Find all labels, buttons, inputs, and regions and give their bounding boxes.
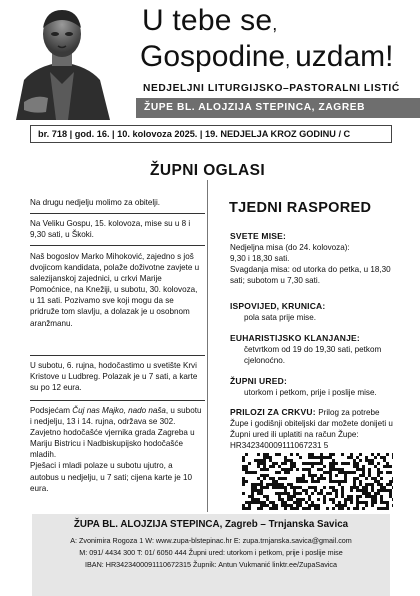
masthead-subtitle: NEDJELJNI LITURGIJSKO–PASTORALNI LISTIĆ <box>143 83 400 94</box>
footer-phone-line: M: 091/ 4434 300 T: 01/ 6050 444 Župni ured: utorkom i petkom, prije i poslije mise <box>79 548 343 557</box>
schedule-confession: ISPOVIJED, KRUNICA: pola sata prije mise. <box>230 301 326 323</box>
footer-address-line: A: Zvonimira Rogoza 1 W: www.zupa-blstepinac.hr E: zupa.trnjanska.savica@gmail.com <box>70 536 352 545</box>
announcement-item: U subotu, 6. rujna, hodočastimo u svetište Krvi Kristove u Ludbreg. Polazak je u 7 sati, a karte su po 12 eura. <box>30 361 198 393</box>
footer-iban-line: IBAN: HR3423400091110672315 Župnik: Antun Vukmanić linktr.ee/ZupaSavica <box>85 560 337 569</box>
masthead-title-line-1: U tebe se, <box>142 4 278 37</box>
announcement-item: Na drugu nedjelju molimo za obitelji. <box>30 198 161 207</box>
footer-parish-title: ŽUPA BL. ALOJZIJA STEPINCA, Zagreb – Trnjanska Savica <box>73 519 349 530</box>
announcements-heading: ŽUPNI OGLASI <box>150 162 266 179</box>
masthead-title-line-2: Gospodine, uzdam! <box>140 40 394 73</box>
announcement-item: Na Veliku Gospu, 15. kolovoza, mise su u 8 i 9,30 sati, u Škoki. <box>30 219 191 240</box>
stepinac-portrait-image <box>6 2 118 120</box>
schedule-parish-office: ŽUPNI URED: utorkom i petkom, prije i poslije mise. <box>230 376 377 398</box>
schedule-heading: TJEDNI RASPORED <box>229 200 372 216</box>
announcement-divider <box>30 245 205 246</box>
schedule-donations: PRILOZI ZA CRKVU: Prilog za potrebe Župe i godišnji obiteljski dar možete donijeti u Župni ured ili uplatiti na račun Župe: HR342340009111067231 5 <box>230 407 393 451</box>
column-divider <box>207 180 208 512</box>
announcement-divider <box>30 355 205 356</box>
payment-barcode-image <box>242 453 393 510</box>
parish-name-bar: ŽUPE BL. ALOJZIJA STEPINCA, ZAGREB <box>136 98 420 118</box>
announcement-divider <box>30 213 205 214</box>
announcement-divider <box>30 400 205 401</box>
contact-footer <box>32 514 390 596</box>
announcement-item: Naš bogoslov Marko Mihoković, zajedno s još dvojicom kandidata, polaže doživotne zavjete u salezijanskoj zajednici, u crkvi Marije Pomoćnice, na Knežiji, u subotu, 30. kolovoza, u 11 sati. Pozivamo sve koji mogu da se pridruže tom slavlju, a dolazak je u osobnom aranžmanu. <box>30 252 200 328</box>
schedule-adoration: EUHARISTIJSKO KLANJANJE: četvrtkom od 19 do 19,30 sati, petkom cjelonoćno. <box>230 333 382 366</box>
issue-info-bar: br. 718 | god. 16. | 10. kolovoza 2025. | 19. NEDJELJA KROZ GODINU / C <box>30 125 392 143</box>
schedule-masses: SVETE MISE: Nedjeljna misa (do 24. kolovoza): 9,30 i 18,30 sati. Svagdanja misa: od utorka do petka, u 18,30 sati; subotom u 7,30 sati. <box>230 231 391 286</box>
announcement-item-pilgrimage: Podsjećam Čuj nas Majko, nado naša, u subotu i nedjelju, 13 i 14. rujna, održava se 302. Zavjetno hodočašće vjernika grada Zagreba u Mariju Bistricu i Nadbiskupijsko hodočašće mladih. Pješaci i mladi polaze u subotu ujutro, a autobus u nedjelju, u 7 sati; cijena karte je 10 eura. <box>30 406 202 493</box>
